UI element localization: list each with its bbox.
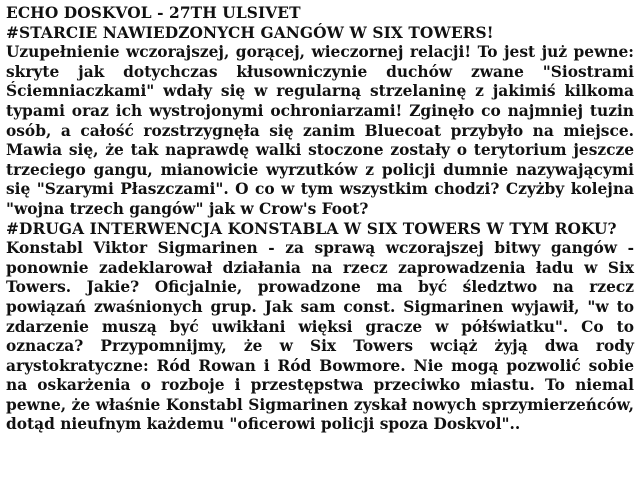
article-body: Uzupełnienie wczorajszej, gorącej, wieczornej relacji! To jest już pewne: skryte jak dotychczas kłusowniczynie duchów zwane "Siostrami Ściemniaczkami" wdały się w regularną strzelaninę z jakimiś kilkoma typami oraz ich wystrojonymi ochroniarzami! Zginęło co najmniej tuzin osób, a całość rozstrzygnęła się zanim Bluecoat przybyło na miejsce. Mawia się, że tak naprawdę walki stoczone zostały o terytorium jeszcze trzeciego gangu, mianowicie wyrzutków z policji dumnie nazywającymi się "Szarymi Płaszczami". O co w tym wszystkim chodzi? Czyżby kolejna "wojna trzech gangów" jak w Crow's Foot? xyxy=(6,43,634,218)
article-gang-clash xyxy=(6,24,634,220)
article-constable-intervention xyxy=(6,220,634,436)
article-headline: #DRUGA INTERWENCJA KONSTABLA W SIX TOWERS W TYM ROKU? xyxy=(6,219,617,238)
article-body: Konstabl Viktor Sigmarinen - za sprawą wczorajszej bitwy gangów - ponownie zadeklarował działania na rzecz zaprowadzenia ładu w Six Towers. Jakie? Oficjalnie, prowadzone ma być śledztwo na rzecz powiązań zwaśnionych grup. Jak sam const. Sigmarinen wyjawił, "w to zdarzenie muszą być uwikłani więksi gracze w półświatku". Co to oznacza? Przypomnijmy, że w Six Towers wciąż żyją dwa rody arystokratyczne: Ród Rowan i Ród Bowmore. Nie mogą pozwolić sobie na oskarżenia o rozboje i przestępstwa przeciwko miastu. To niemal pewne, że właśnie Konstabl Sigmarinen zyskał nowych sprzymierzeńców, dotąd nieufnym każdemu "oficerowi policji spoza Doskvol".. xyxy=(6,239,634,434)
masthead: ECHO DOSKVOL - 27TH ULSIVET xyxy=(6,4,301,22)
article-headline: #STARCIE NAWIEDZONYCH GANGÓW W SIX TOWERS! xyxy=(6,23,494,42)
